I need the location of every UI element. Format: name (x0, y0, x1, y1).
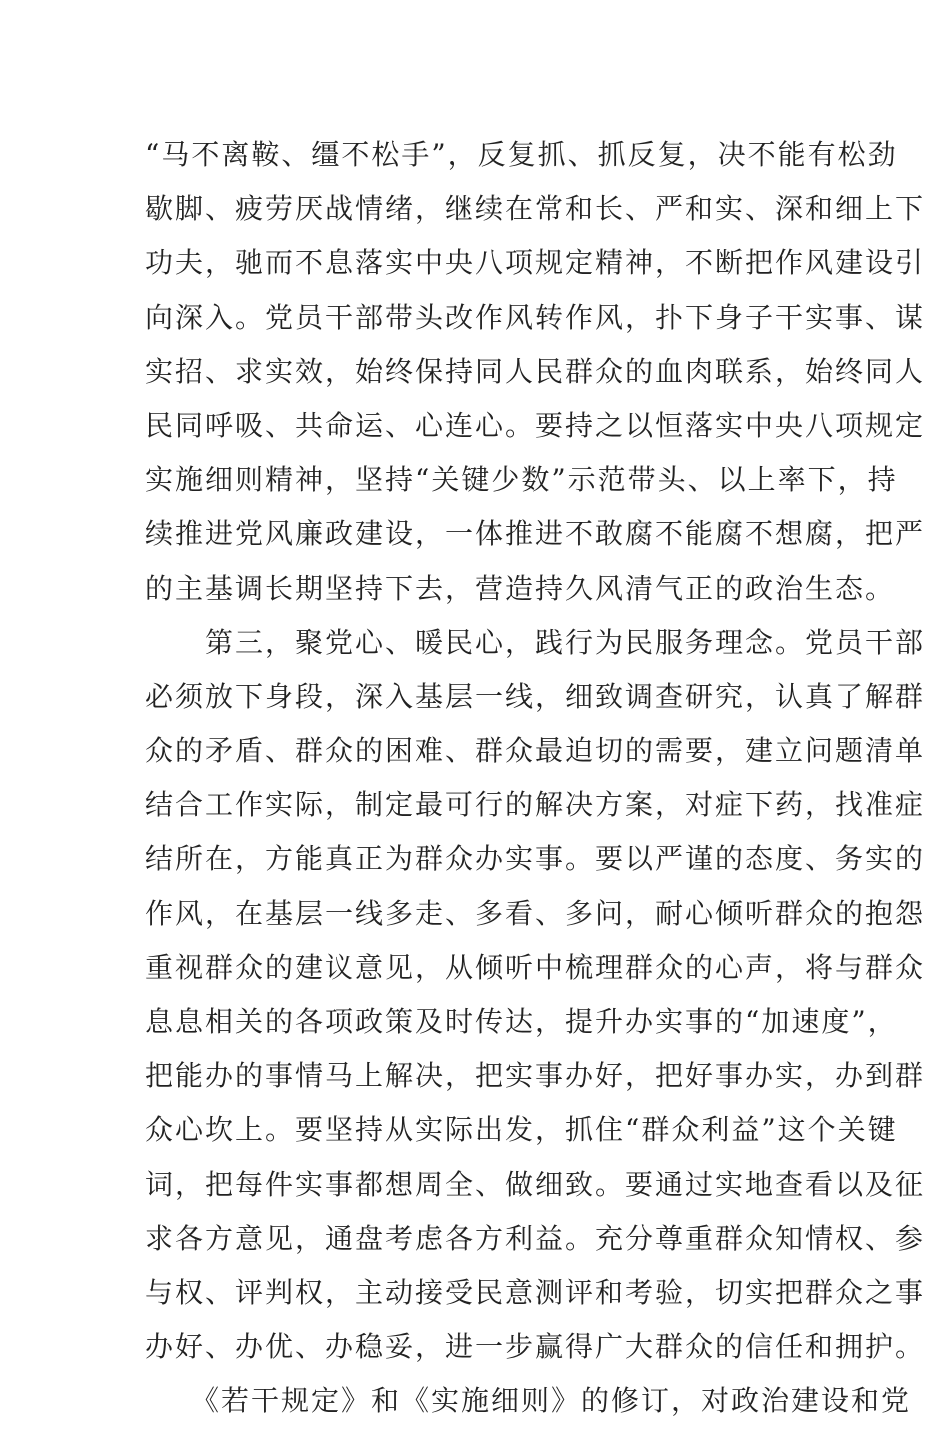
text-line: 众心坎上。要坚持从实际出发，抓住“群众利益”这个关键 (145, 1113, 898, 1147)
text-line: 实施细则精神，坚持“关键少数”示范带头、以上率下，持 (145, 463, 898, 497)
text-line: 的主基调长期坚持下去，营造持久风清气正的政治生态。 (145, 571, 896, 605)
text-line: 民同呼吸、共命运、心连心。要持之以恒落实中央八项规定 (145, 408, 926, 442)
text-line: 续推进党风廉政建设，一体推进不敢腐不能腐不想腐，把严 (145, 517, 926, 551)
text-line: 向深入。党员干部带头改作风转作风，扑下身子干实事、谋 (145, 300, 926, 334)
text-line: 功夫，驰而不息落实中央八项规定精神，不断把作风建设引 (145, 246, 926, 280)
text-line: 作风，在基层一线多走、多看、多问，耐心倾听群众的抱怨 (145, 896, 926, 930)
text-line: 结合工作实际，制定最可行的解决方案，对症下药，找准症 (145, 788, 926, 822)
text-line: 重视群众的建议意见，从倾听中梳理群众的心声，将与群众 (145, 950, 926, 984)
text-line: 办好、办优、办稳妥，进一步赢得广大群众的信任和拥护。 (145, 1330, 926, 1364)
text-line: 歇脚、疲劳厌战情绪，继续在常和长、严和实、深和细上下 (145, 192, 926, 226)
text-line: “马不离鞍、缰不松手”，反复抓、抓反复，决不能有松劲 (145, 138, 898, 171)
text-line: 《若干规定》和《实施细则》的修订，对政治建设和党 (145, 1384, 912, 1418)
text-line: 息息相关的各项政策及时传达，提升办实事的“加速度”， (145, 1005, 898, 1038)
text-line: 必须放下身段，深入基层一线，细致调查研究，认真了解群 (145, 679, 926, 713)
text-line: 把能办的事情马上解决，把实事办好，把好事办实，办到群 (145, 1059, 926, 1093)
text-line: 众的矛盾、群众的困难、群众最迫切的需要，建立问题清单 (145, 734, 926, 768)
text-line: 实招、求实效，始终保持同人民群众的血肉联系，始终同人 (145, 354, 926, 388)
text-line: 求各方意见，通盘考虑各方利益。充分尊重群众知情权、参 (145, 1221, 926, 1255)
text-line: 结所在，方能真正为群众办实事。要以严谨的态度、务实的 (145, 842, 926, 876)
body-text (145, 128, 926, 1429)
text-line: 词，把每件实事都想周全、做细致。要通过实地查看以及征 (145, 1167, 926, 1201)
text-line: 第三，聚党心、暖民心，践行为民服务理念。党员干部 (145, 625, 926, 659)
text-line: 与权、评判权，主动接受民意测评和考验，切实把群众之事 (145, 1275, 926, 1309)
